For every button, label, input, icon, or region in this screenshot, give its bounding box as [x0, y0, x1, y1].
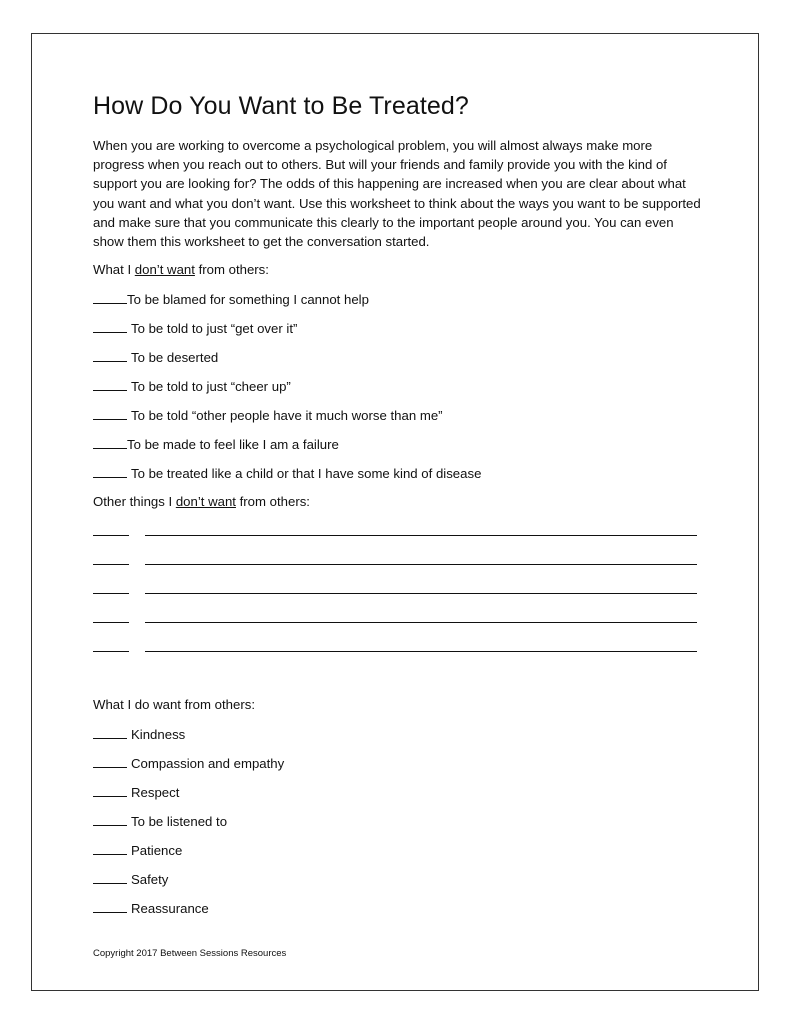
- write-in-text-line[interactable]: [145, 651, 697, 652]
- write-in-row: [93, 564, 698, 566]
- dont-want-heading-underlined: don’t want: [134, 262, 195, 277]
- checkbox-blank[interactable]: [93, 900, 127, 913]
- do-want-item: [93, 871, 168, 887]
- write-in-check-blank[interactable]: [93, 651, 129, 652]
- checkbox-blank[interactable]: [93, 320, 127, 333]
- other-dont-want-heading-suffix: from others:: [235, 494, 310, 509]
- other-dont-want-heading: [93, 494, 310, 509]
- dont-want-item: [93, 436, 339, 452]
- do-want-item: [93, 755, 284, 771]
- do-want-item-label: Kindness: [131, 727, 186, 742]
- checkbox-blank[interactable]: [93, 349, 127, 362]
- other-dont-want-heading-underlined: don’t want: [175, 494, 236, 509]
- dont-want-item-label: To be told “other people have it much worse than me”: [131, 408, 443, 423]
- write-in-check-blank[interactable]: [93, 564, 129, 565]
- dont-want-item: [93, 320, 297, 336]
- dont-want-item: [93, 407, 443, 423]
- write-in-row: [93, 535, 698, 537]
- do-want-item-label: Patience: [131, 843, 183, 858]
- do-want-heading: What I do want from others:: [93, 697, 255, 712]
- write-in-text-line[interactable]: [145, 593, 697, 594]
- checkbox-blank[interactable]: [93, 378, 127, 391]
- dont-want-heading: [93, 262, 269, 277]
- checkbox-blank[interactable]: [93, 436, 127, 449]
- write-in-check-blank[interactable]: [93, 622, 129, 623]
- dont-want-item-label: To be made to feel like I am a failure: [127, 437, 339, 452]
- checkbox-blank[interactable]: [93, 842, 127, 855]
- write-in-row: [93, 593, 698, 595]
- do-want-item: [93, 900, 209, 916]
- write-in-check-blank[interactable]: [93, 593, 129, 594]
- do-want-item-label: Reassurance: [131, 901, 209, 916]
- page-title: How Do You Want to Be Treated?: [93, 92, 469, 120]
- checkbox-blank[interactable]: [93, 726, 127, 739]
- other-dont-want-heading-prefix: Other things I: [93, 494, 176, 509]
- do-want-item-label: To be listened to: [131, 814, 228, 829]
- do-want-item: [93, 813, 227, 829]
- dont-want-item-label: To be told to just “get over it”: [131, 321, 298, 336]
- do-want-item: [93, 784, 179, 800]
- do-want-item: [93, 842, 182, 858]
- do-want-item-label: Safety: [131, 872, 169, 887]
- write-in-text-line[interactable]: [145, 564, 697, 565]
- write-in-check-blank[interactable]: [93, 535, 129, 536]
- checkbox-blank[interactable]: [93, 465, 127, 478]
- dont-want-item: [93, 378, 291, 394]
- dont-want-heading-prefix: What I: [93, 262, 135, 277]
- do-want-item-label: Compassion and empathy: [131, 756, 285, 771]
- checkbox-blank[interactable]: [93, 784, 127, 797]
- checkbox-blank[interactable]: [93, 291, 127, 304]
- do-want-item: [93, 726, 185, 742]
- checkbox-blank[interactable]: [93, 871, 127, 884]
- checkbox-blank[interactable]: [93, 813, 127, 826]
- do-want-item-label: Respect: [131, 785, 180, 800]
- write-in-text-line[interactable]: [145, 622, 697, 623]
- write-in-row: [93, 651, 698, 653]
- dont-want-heading-suffix: from others:: [194, 262, 269, 277]
- copyright-footer: Copyright 2017 Between Sessions Resources: [93, 948, 287, 959]
- dont-want-item: [93, 349, 218, 365]
- write-in-row: [93, 622, 698, 624]
- dont-want-item-label: To be treated like a child or that I have some kind of disease: [131, 466, 482, 481]
- dont-want-item-label: To be blamed for something I cannot help: [127, 292, 369, 307]
- dont-want-item: [93, 465, 481, 481]
- dont-want-item-label: To be deserted: [131, 350, 219, 365]
- dont-want-item: [93, 291, 369, 307]
- intro-paragraph: When you are working to overcome a psychological problem, you will almost always make more progress when you reach out to others. But will your friends and family provide you with the kind of support you are looking for? The odds of this happening are increased when you are clear about what you want and what you don’t want. Use this worksheet to think about the ways you want to be supported and make sure that you communicate this clearly to the important people around you. You can even show them this worksheet to get the conversation started.: [93, 138, 701, 250]
- checkbox-blank[interactable]: [93, 407, 127, 420]
- write-in-text-line[interactable]: [145, 535, 697, 536]
- checkbox-blank[interactable]: [93, 755, 127, 768]
- dont-want-item-label: To be told to just “cheer up”: [131, 379, 291, 394]
